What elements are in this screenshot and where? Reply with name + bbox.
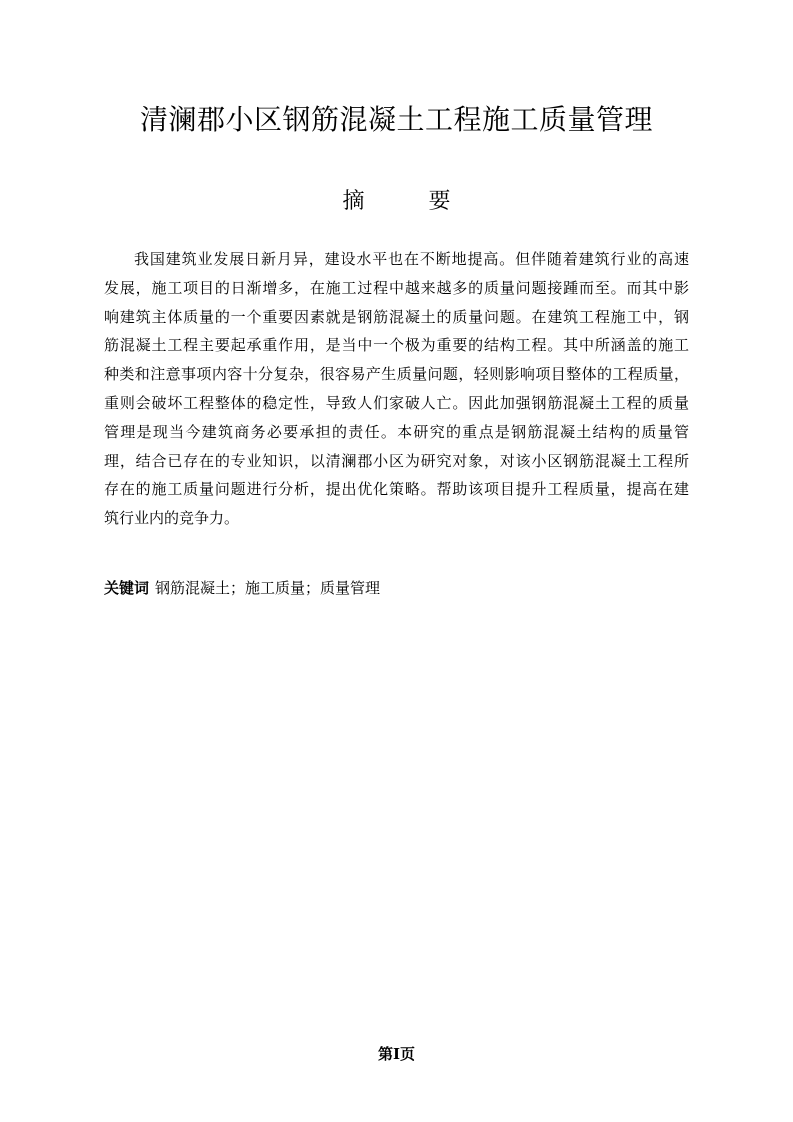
keywords-text: 钢筋混凝土；施工质量；质量管理 — [155, 579, 381, 597]
abstract-heading-char-1: 摘 — [342, 189, 365, 214]
abstract-line: 响建筑主体质量的一个重要因素就是钢筋混凝土的质量问题。在建筑工程施工中，钢 — [104, 307, 689, 326]
abstract-heading-char-2: 要 — [428, 189, 451, 214]
abstract-line: 发展，施工项目的日渐增多，在施工过程中越来越多的质量问题接踵而至。而其中影 — [104, 278, 689, 297]
keywords — [104, 575, 380, 601]
page-title: 清澜郡小区钢筋混凝土工程施工质量管理 — [139, 103, 653, 136]
abstract-line: 筑行业内的竞争力。 — [104, 509, 240, 528]
abstract-heading — [0, 185, 793, 219]
page-number: 第I页 — [377, 1045, 416, 1063]
abstract-line: 理，结合已存在的专业知识，以清澜郡小区为研究对象，对该小区钢筋混凝土工程所 — [104, 451, 689, 470]
abstract-line: 种类和注意事项内容十分复杂，很容易产生质量问题，轻则影响项目整体的工程质量， — [104, 365, 689, 384]
keywords-label: 关键词 — [104, 579, 150, 597]
abstract-line: 存在的施工质量问题进行分析，提出优化策略。帮助该项目提升工程质量，提高在建 — [104, 480, 689, 499]
abstract-line: 管理是现当今建筑商务必要承担的责任。本研究的重点是钢筋混凝土结构的质量管 — [104, 422, 689, 441]
abstract-line: 重则会破坏工程整体的稳定性，导致人们家破人亡。因此加强钢筋混凝土工程的质量 — [104, 393, 689, 412]
abstract-body — [104, 245, 689, 533]
abstract-line: 我国建筑业发展日新月异，建设水平也在不断地提高。但伴随着建筑行业的高速 — [134, 250, 689, 268]
abstract-line: 筋混凝土工程主要起承重作用，是当中一个极为重要的结构工程。其中所涵盖的施工 — [104, 336, 689, 355]
